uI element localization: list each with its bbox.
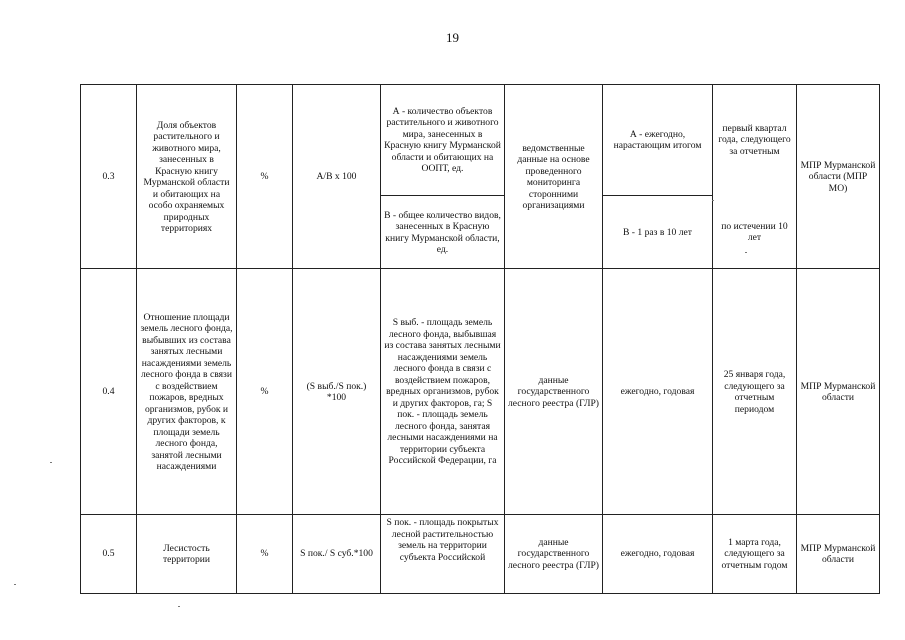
frequency-a: А - ежегодно, нарастающим итогом [613,128,702,151]
frequency-b: В - 1 раз в 10 лет [603,195,712,269]
data-source: данные государственного лесного реестра (ГЛР) [504,269,602,515]
deadline: 1 марта года, следующего за отчетным годом [712,515,796,593]
table-row [80,84,880,269]
table-row [80,514,880,594]
formula: (S выб./S пок.) *100 [292,269,380,515]
page-number: 19 [446,30,459,45]
variable-a: А - количество объектов растительного и животного мира, занесенных в Красную книгу Мурманской области и обитающих на ООПТ, ед. [384,105,501,174]
row-number: 0.4 [80,269,136,515]
data-source: ведомственные данные на основе проведенного мониторинга сторонними организациями [504,85,602,269]
row-number: 0.3 [80,85,136,269]
unit: % [236,269,292,515]
scan-speck [14,584,16,585]
scan-speck [712,200,714,201]
responsible: МПР Мурманской области [796,269,880,515]
variables-cell: S выб. - площадь земель лесного фонда, выбывшая из состава занятых лесными насаждениями земель лесного фонда в связи с воздействием пожаров, вредных организмов, рубок и других факторов, га; S пок. - площадь земель лесного фонда, занятая лесными насаждениями на территории субъекта Российской Федерации, га [380,269,504,515]
variables-cell [380,85,504,269]
indicators-table [80,84,880,592]
indicator-name: Отношение площади земель лесного фонда, выбывших из состава занятых лесными насаждениями земель лесного фонда в связи с воздействием пожаров, вредных организмов, рубок и других факторов, к площади земель лесного фонда, занятой лесными насаждениями [136,269,236,515]
unit: % [236,515,292,593]
row-number: 0.5 [80,515,136,593]
deadline: 25 января года, следующего за отчетным периодом [712,269,796,515]
frequency: ежегодно, годовая [602,515,712,593]
scan-speck [178,606,180,607]
frequency-cell [602,85,712,269]
responsible: МПР Мурманской области [796,515,880,593]
deadline-b: по истечении 10 лет [721,220,788,243]
formula: S пок./ S суб.*100 [292,515,380,593]
scan-speck [50,462,52,463]
frequency: ежегодно, годовая [602,269,712,515]
deadline-a: первый квартал года, следующего за отчетным [718,122,791,157]
table-row [80,268,880,515]
indicator-name: Доля объектов растительного и животного мира, занесенных в Красную книгу Мурманской области и обитающих на особо охраняемых природных территориях [136,85,236,269]
unit: % [236,85,292,269]
scan-speck [745,252,747,253]
deadline-cell [712,85,796,269]
responsible: МПР Мурманской области (МПР МО) [796,85,880,269]
variable-b: В - общее количество видов, занесенных в Красную книгу Мурманской области, ед. [381,195,504,269]
indicator-name: Лесистость территории [136,515,236,593]
data-source: данные государственного лесного реестра (ГЛР) [504,515,602,593]
formula: A/B х 100 [292,85,380,269]
variables-cell: S пок. - площадь покрытых лесной растительностью земель на территории субъекта Российской [380,515,504,593]
